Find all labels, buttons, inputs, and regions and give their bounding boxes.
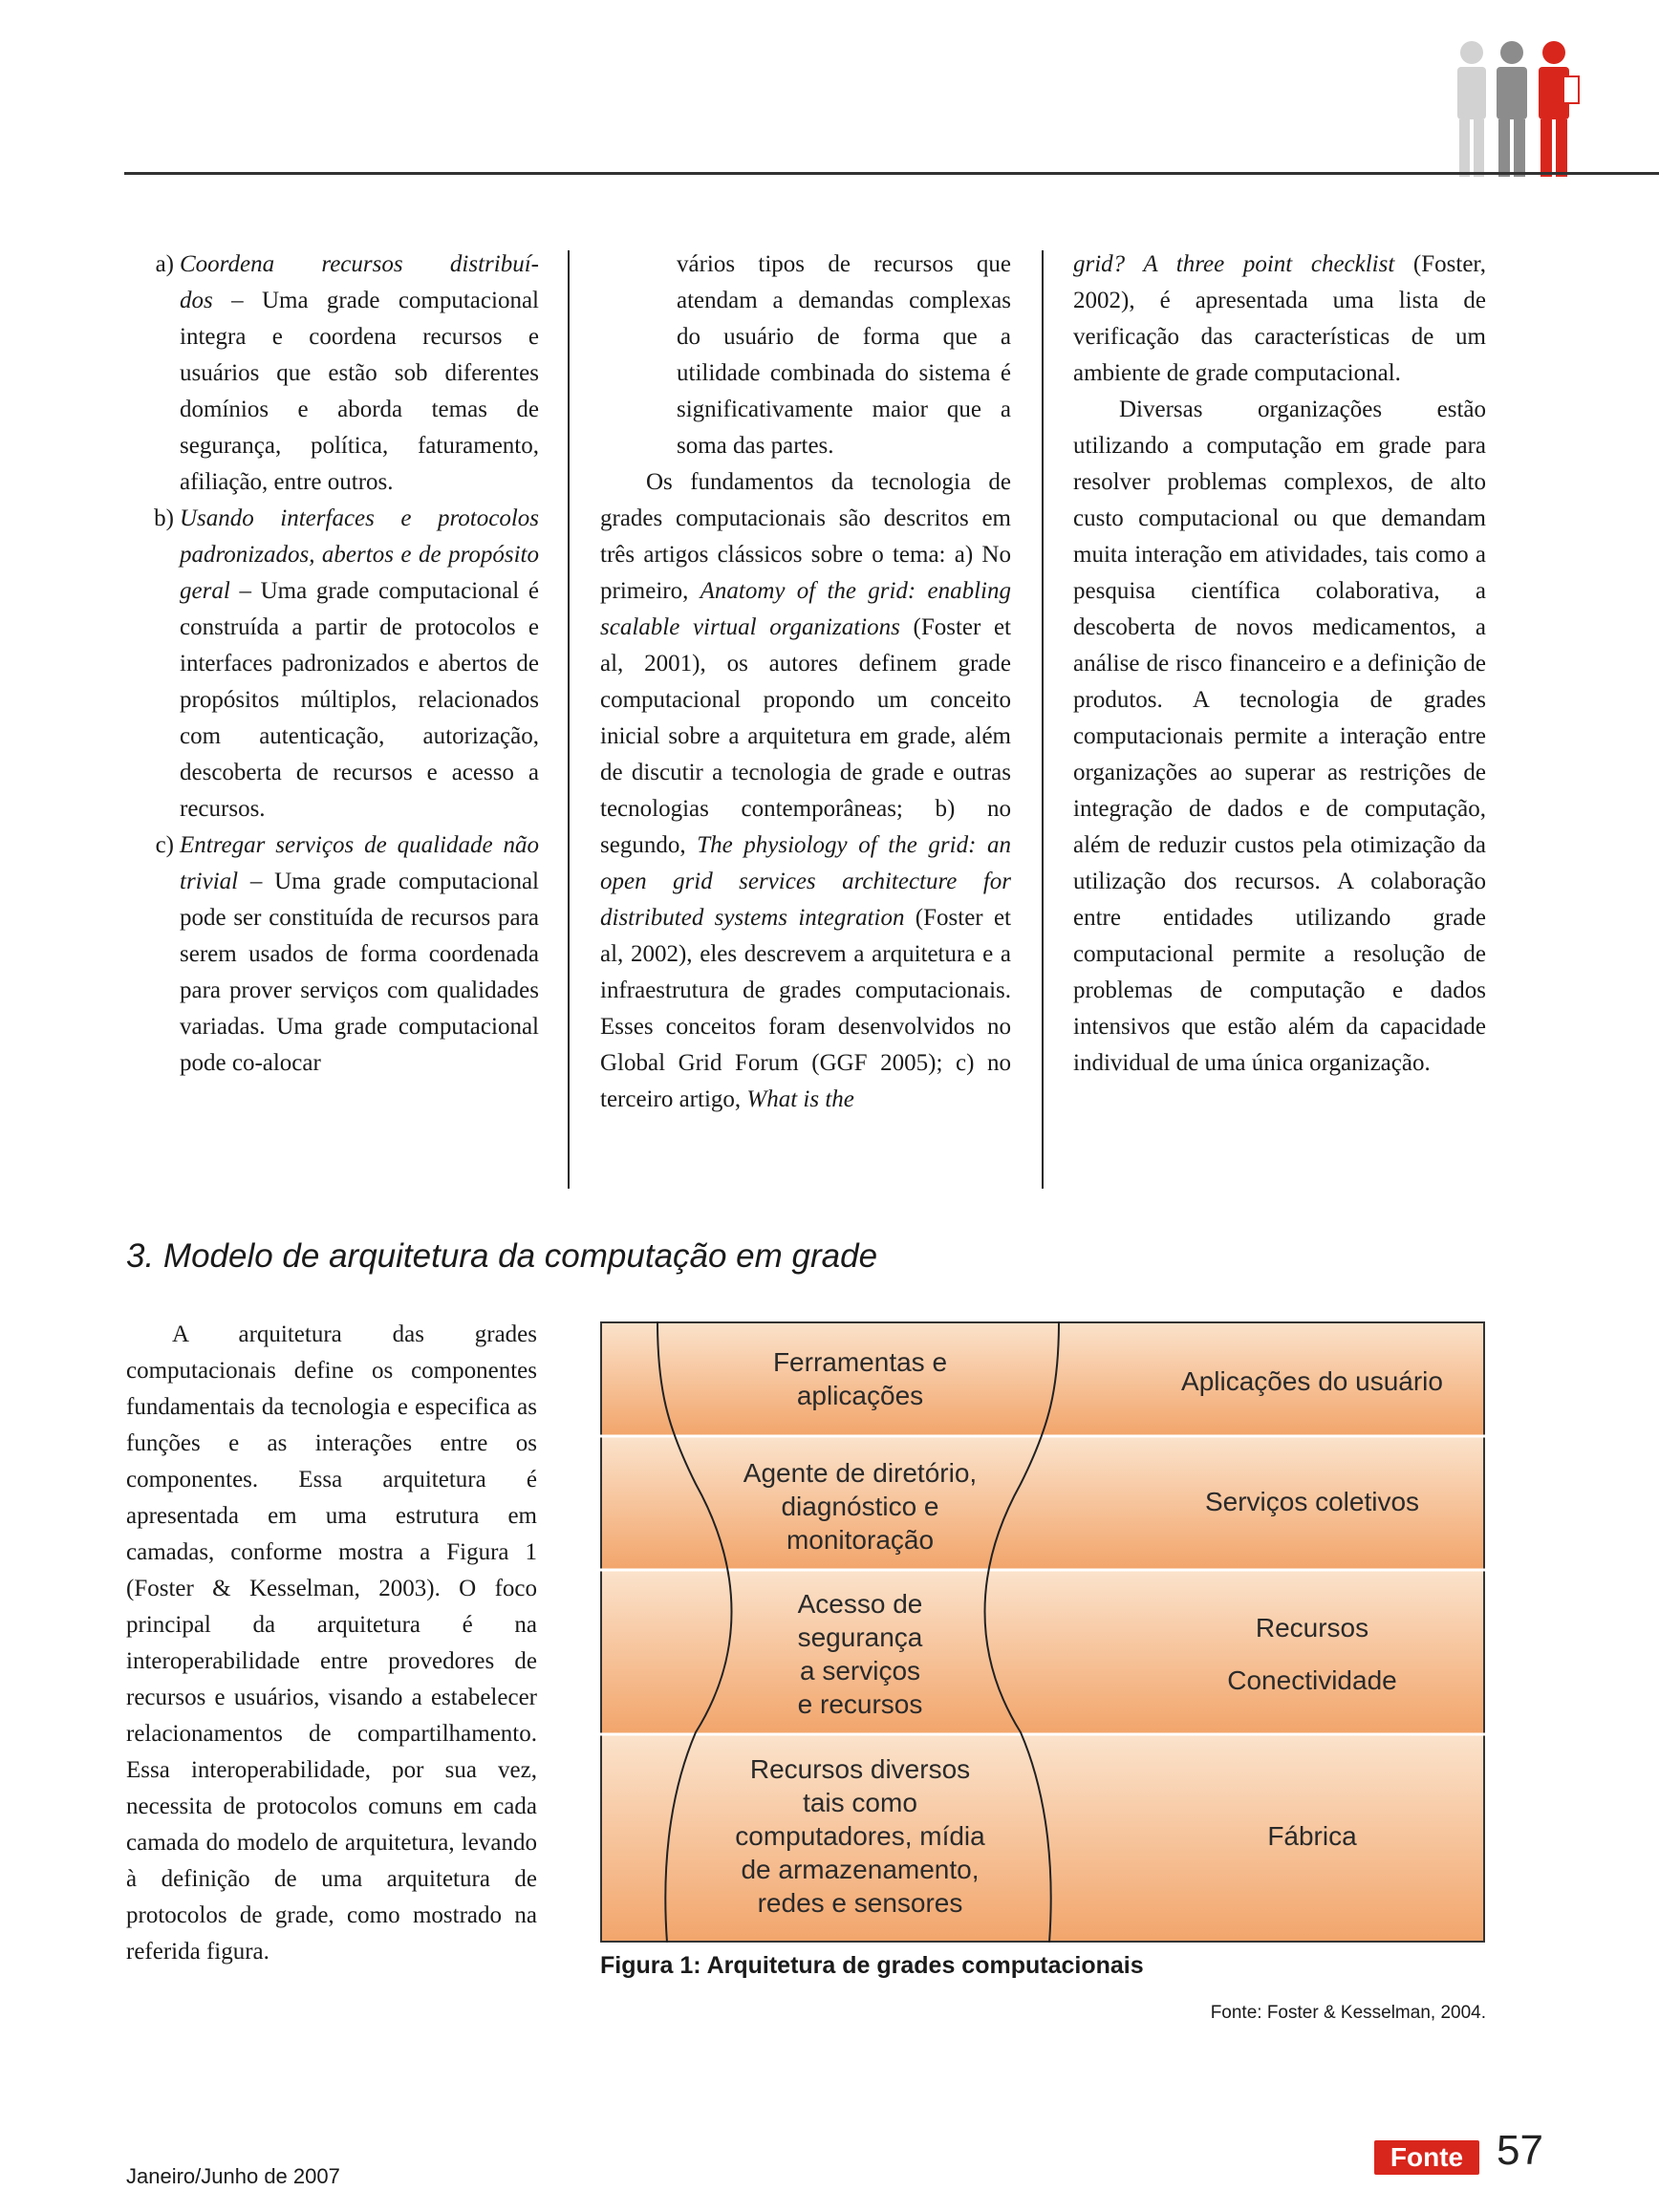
layer4-left-line5: redes e sensores bbox=[757, 1888, 963, 1918]
layer2-left-line3: monitoração bbox=[786, 1525, 935, 1555]
text-run: (Foster et al, 2002), eles descrevem a arquitetura e a infraestrutura de grades computacionais. Esses conceitos foram desenvolvidos no Global Grid Forum (GGF 2005); c) no terceiro artigo, bbox=[600, 905, 1011, 1112]
paragraph: vários tipos de recursos que atendam a demandas complexas do usuário de forma que a utilidade combinada do sistema é significativamente maior que a soma das partes. bbox=[677, 251, 1011, 459]
text-run: (Foster, 2002), é apresentada uma lista de verificação das características de um ambiente de grade computacional. bbox=[1073, 251, 1487, 386]
list-item-a bbox=[126, 247, 539, 501]
layer1-left-line2: aplicações bbox=[796, 1381, 924, 1410]
layer4-left-line4: de armazenamento, bbox=[741, 1855, 980, 1884]
layer3-left-line3: a serviços bbox=[799, 1656, 921, 1686]
layer1-left-line1: Ferramentas e bbox=[772, 1347, 948, 1377]
italic-title: grid? A three point checklist bbox=[1073, 251, 1395, 277]
column-divider bbox=[1042, 250, 1044, 1189]
list-label: b) bbox=[154, 505, 174, 531]
header-rule bbox=[124, 172, 1659, 175]
layer2-left-line1: Agente de diretório, bbox=[743, 1458, 978, 1488]
item-a-title-part2: dos bbox=[180, 288, 213, 313]
footer-date: Janeiro/Junho de 2007 bbox=[126, 2164, 340, 2188]
layer3-right-label-2: Conectividade bbox=[1227, 1665, 1397, 1695]
layer4-left-line2: tais como bbox=[803, 1788, 917, 1817]
list-label: c) bbox=[155, 832, 174, 858]
column-3 bbox=[1073, 247, 1486, 1082]
item-a-title-part1: Coordena recursos distribuí- bbox=[180, 251, 539, 277]
item-b-title: Usando interfaces e protocolos padronizados, abertos e de propósito geral bbox=[180, 505, 539, 604]
column-2 bbox=[600, 247, 1011, 1118]
item-c-text: – Uma grade computacional pode ser constituída de recursos para serem usados de forma coordenada para prover serviços com qualidades variadas. Uma grade computacional pode co-alocar bbox=[180, 869, 539, 1076]
paragraph: A arquitetura das grades computacionais define os componentes fundamentais da tecnologia e especifica as funções e as interações entre os componentes. Essa arquitetura é apresentada em uma estrutura em camadas, conforme mostra a Figura 1 (Foster & Kesselman, 2003). O foco principal da arquitetura é na interoperabilidade entre provedores de recursos e usuários, visando a estabelecer relacionamentos de compartilhamento. Essa interoperabilidade, por sua vez, necessita de protocolos comuns em cada camada do modelo de arquitetura, levando à definição de uma arquitetura de protocolos de grade, como mostrado na referida figura. bbox=[126, 1321, 537, 1965]
list-text bbox=[180, 827, 539, 1082]
column-divider bbox=[568, 250, 570, 1189]
section-title: 3. Modelo de arquitetura da computação em grade bbox=[126, 1237, 878, 1275]
list-label: a) bbox=[155, 251, 174, 277]
layer2-right-label: Serviços coletivos bbox=[1204, 1487, 1420, 1516]
figure-source: Fonte: Foster & Kesselman, 2004. bbox=[1210, 2003, 1486, 2023]
page-number: 57 bbox=[1497, 2127, 1543, 2174]
grid-architecture-figure bbox=[600, 1321, 1485, 1943]
three-people-logo-icon bbox=[1443, 38, 1586, 177]
section-body bbox=[126, 1317, 537, 1970]
text-run: (Foster et al, 2001), os autores definem grade computacional propondo um conceito inicial sobre a arquitetura em grade, além de discutir a tecnologia de grade e outras tecnologias contemporâneas; b) no segundo, bbox=[600, 614, 1011, 858]
layer3-right-label-1: Recursos bbox=[1255, 1613, 1369, 1643]
layer2-left-line2: diagnóstico e bbox=[781, 1492, 939, 1521]
layer4-left-line1: Recursos diversos bbox=[749, 1754, 971, 1784]
layer3-left-line1: Acesso de bbox=[797, 1589, 923, 1619]
layer1-right-label: Aplicações do usuário bbox=[1181, 1366, 1443, 1396]
italic-title: Anatomy of the grid: enabling scalable virtual organizations bbox=[600, 578, 1012, 640]
item-a-text: – Uma grade computacional integra e coordena recursos e usuários que estão sob diferentes domínios e aborda temas de segurança, política, faturamento, afiliação, entre outros. bbox=[180, 288, 539, 495]
list-text bbox=[180, 501, 539, 827]
italic-title: The physiology of the grid: an open grid services architecture for distributed systems integration bbox=[600, 832, 1011, 931]
item-c-title: Entregar serviços de qualidade não trivial bbox=[180, 832, 539, 894]
item-b-text: – Uma grade computacional é construída a partir de protocolos e interfaces padronizados e abertos de propósitos múltiplos, relacionados com autenticação, autorização, descoberta de recursos e acesso a recursos. bbox=[180, 578, 539, 822]
layer3-left-line4: e recursos bbox=[797, 1689, 923, 1719]
list-item-b bbox=[126, 501, 539, 827]
layer4-right-label: Fábrica bbox=[1267, 1821, 1357, 1851]
layer3-left-line2: segurança bbox=[797, 1622, 923, 1652]
layer4-left-line3: computadores, mídia bbox=[735, 1821, 985, 1851]
paragraph bbox=[1073, 247, 1486, 392]
italic-title: What is the bbox=[746, 1086, 854, 1112]
list-item-c bbox=[126, 827, 539, 1082]
column-1 bbox=[126, 247, 539, 1082]
layer-band bbox=[600, 1570, 1485, 1734]
paragraph bbox=[600, 464, 1011, 1118]
footer-brand-logo: Fonte bbox=[1374, 2140, 1479, 2175]
text-run: Os fundamentos da tecnologia de grades computacionais são descritos em três artigos clássicos sobre o tema: a) No primeiro, bbox=[600, 469, 1011, 604]
paragraph: Diversas organizações estão utilizando a computação em grade para resolver problemas complexos, de alto custo computacional ou que demandam muita interação em atividades, tais como a pesquisa científica colaborativa, a descoberta de novos medicamentos, a análise de risco financeiro e a definição de produtos. A tecnologia de grades computacionais permite a interação entre organizações ao superar as restrições de integração de dados e de computação, além de reduzir custos pela otimização da utilização dos recursos. A colaboração entre entidades utilizando grade computacional permite a resolução de problemas de computação e dados intensivos que estão além da capacidade individual de uma única organização. bbox=[1073, 397, 1486, 1076]
figure-caption: Figura 1: Arquitetura de grades computacionais bbox=[600, 1952, 1144, 1979]
list-text bbox=[180, 247, 539, 501]
